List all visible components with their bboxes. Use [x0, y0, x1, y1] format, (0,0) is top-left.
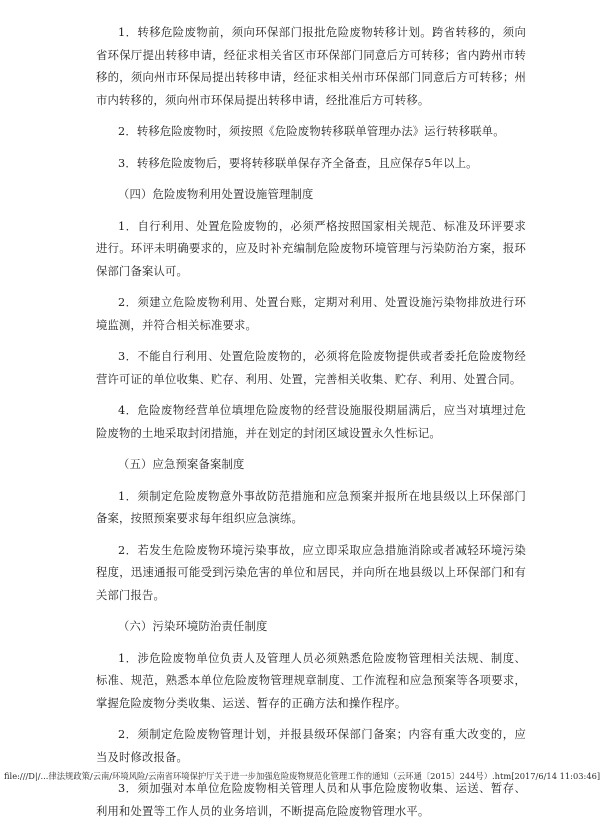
section-heading-responsibility: （六）污染环境防治责任制度 — [118, 620, 268, 633]
paragraph-transfer-plan: 1．转移危险废物前，须向环保部门报批危险废物转移计划。跨省转移的，须向省环保厅提出转移申请，经征求相关省区市环保部门同意后方可转移；省内跨州市转移的，须向州市环保局提出转移申请，经征求相关州市环保部门同意后方可转移；州市内转移的，须向州市环保局提出转移申请，经批准后方可转移。 — [96, 26, 526, 107]
section-heading-facility-management: （四）危险废物利用处置设施管理制度 — [118, 188, 314, 201]
paragraph-self-disposal: 1．自行利用、处置危险废物的，必须严格按照国家相关规范、标准及环评要求进行。环评未明确要求的，应及时补充编制危险废物环境管理与污染防治方案，报环保部门备案认可。 — [96, 219, 526, 278]
paragraph-personnel-knowledge: 1．涉危险废物单位负责人及管理人员必须熟悉危险废物管理相关法规、制度、标准、规范，熟悉本单位危险废物管理规章制度、工作流程和应急预案等各项要求，掌握危险废物分类收集、运送、暂存的正确方法和操作程序。 — [96, 651, 526, 710]
paragraph-disposal-ledger: 2．须建立危险废物利用、处置台账，定期对利用、处置设施污染物排放进行环境监测，并符合相关标准要求。 — [96, 296, 526, 332]
paragraph-landfill-closure: 4．危险废物经营单位填埋危险废物的经营设施服役期届满后，应当对填埋过危险废物的土地采取封闭措施，并在划定的封闭区域设置永久性标记。 — [96, 404, 526, 440]
paragraph-transfer-manifest: 2．转移危险废物时，须按照《危险废物转移联单管理办法》运行转移联单。 — [118, 125, 505, 138]
paragraph-entrusted-disposal: 3．不能自行利用、处置危险废物的，必须将危险废物提供或者委托危险废物经营许可证的单位收集、贮存、利用、处置，完善相关收集、贮存、利用、处置合同。 — [96, 350, 526, 386]
paragraph-manifest-retention: 3．转移危险废物后，要将转移联单保存齐全备查，且应保存5年以上。 — [118, 156, 478, 170]
paragraph-incident-response: 2．若发生危险废物环境污染事故，应立即采取应急措施消除或者减轻环境污染程度，迅速通报可能受到污染危害的单位和居民，并向所在地县级以上环保部门和有关部门报告。 — [96, 543, 526, 602]
file-path-footer: file:///D|/...律法规政策/云南/环境风险/云南省环境保护厅关于进一步加强危险废物规范化管理工作的通知（云环通〔2015〕244号）.htm[2017/6/14 11:03:46] — [4, 771, 601, 781]
document-body — [96, 22, 526, 832]
section-heading-emergency-plan: （五）应急预案备案制度 — [118, 458, 245, 471]
paragraph-emergency-plan-filing: 1．须制定危险废物意外事故防范措施和应急预案并报所在地县级以上环保部门备案，按照预案要求每年组织应急演练。 — [96, 489, 526, 525]
paragraph-management-plan: 2．须制定危险废物管理计划，并报县级环保部门备案；内容有重大改变的，应当及时修改报备。 — [96, 728, 526, 764]
paragraph-staff-training: 3．须加强对本单位危险废物相关管理人员和从事危险废物收集、运送、暂存、利用和处置等工作人员的业务培训，不断提高危险废物管理水平。 — [96, 782, 526, 818]
